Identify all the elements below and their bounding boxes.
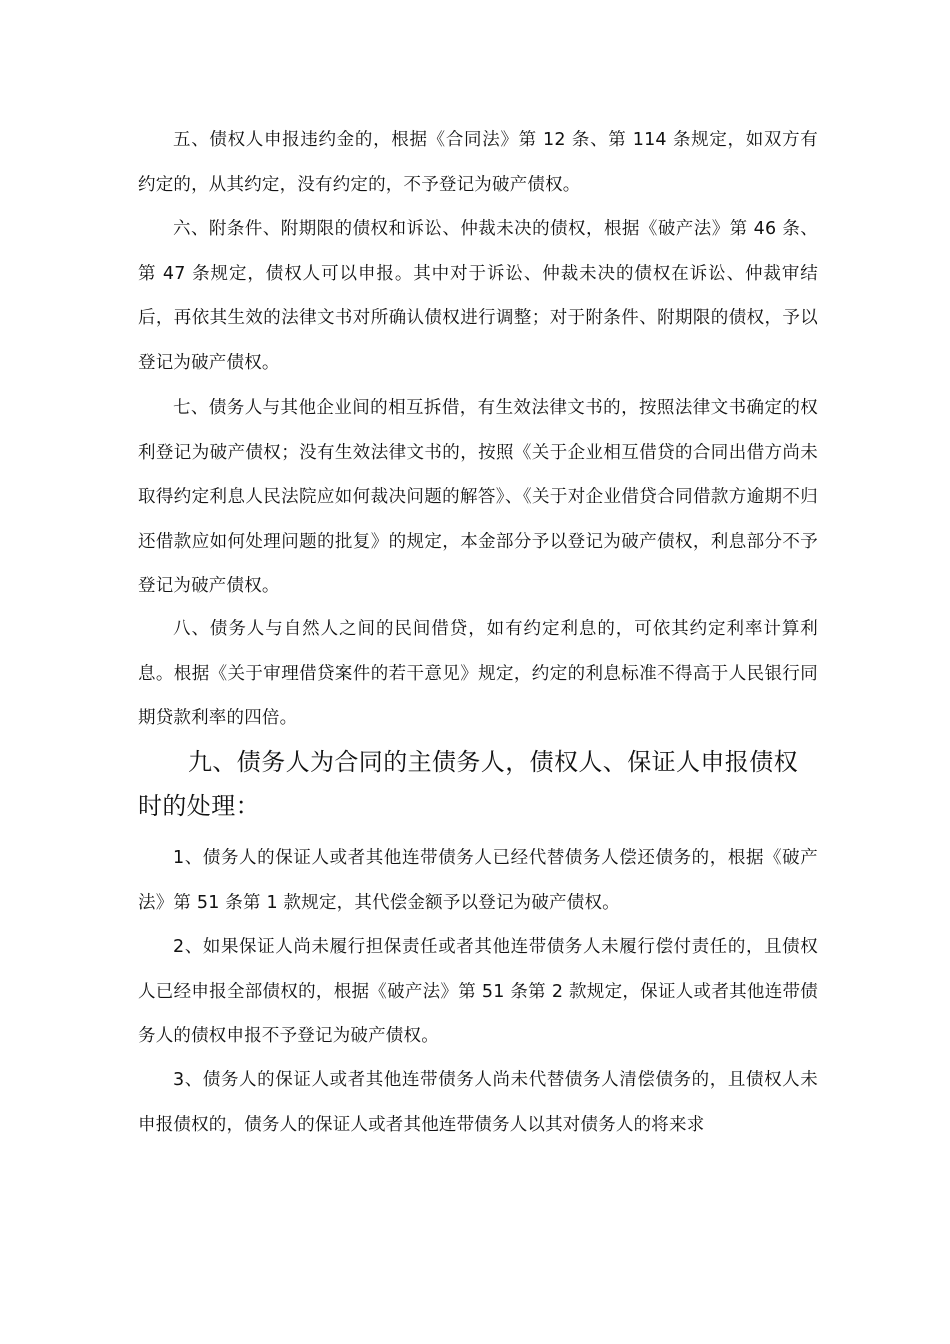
paragraph-item-7: 七、债务人与其他企业间的相互拆借，有生效法律文书的，按照法律文书确定的权利登记为破产债权；没有生效法律文书的，按照《关于企业相互借贷的合同出借方尚未取得约定利息人民法院应如何裁决问题的解答》、《关于对企业借贷合同借款方逾期不归还借款应如何处理问题的批复》的规定，本金部分予以登记为破产债权，利息部分不予登记为破产债权。 — [138, 398, 818, 597]
sub-paragraph-1: 1、债务人的保证人或者其他连带债务人已经代替债务人偿还债务的，根据《破产法》第 51 条第 1 款规定，其代偿金额予以登记为破产债权。 — [138, 848, 818, 913]
paragraph-item-6: 六、附条件、附期限的债权和诉讼、仲裁未决的债权，根据《破产法》第 46 条、第 47 条规定，债权人可以申报。其中对于诉讼、仲裁未决的债权在诉讼、仲裁审结后，再依其生效的法律文书对所确认债权进行调整；对于附条件、附期限的债权，予以登记为破产债权。 — [138, 219, 818, 373]
section-heading-9: 九、债务人为合同的主债务人，债权人、保证人申报债权时的处理： — [138, 748, 798, 820]
sub-paragraph-3: 3、债务人的保证人或者其他连带债务人尚未代替债务人清偿债务的，且债权人未申报债权的，债务人的保证人或者其他连带债务人以其对债务人的将来求 — [138, 1070, 818, 1135]
paragraph-item-8: 八、债务人与自然人之间的民间借贷，如有约定利息的，可依其约定利率计算利息。根据《关于审理借贷案件的若干意见》规定，约定的利息标准不得高于人民银行同期贷款利率的四倍。 — [138, 619, 818, 729]
paragraph-item-5: 五、债权人申报违约金的，根据《合同法》第 12 条、第 114 条规定，如双方有约定的，从其约定，没有约定的，不予登记为破产债权。 — [138, 130, 818, 195]
sub-paragraph-2: 2、如果保证人尚未履行担保责任或者其他连带债务人未履行偿付责任的，且债权人已经申报全部债权的，根据《破产法》第 51 条第 2 款规定，保证人或者其他连带债务人的债权申报不予登记为破产债权。 — [138, 937, 818, 1047]
